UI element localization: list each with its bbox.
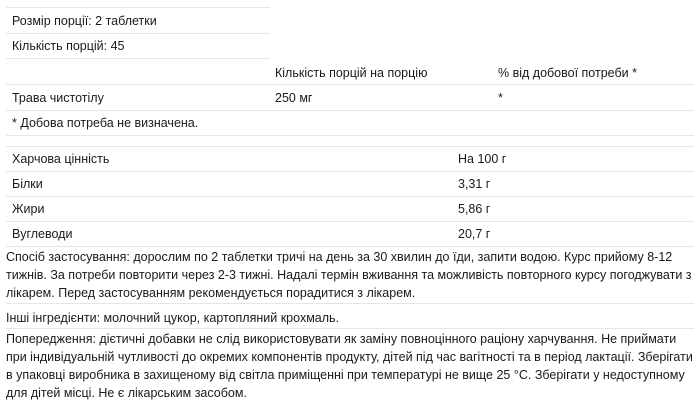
divider <box>6 328 694 329</box>
nutrient-name: Жири <box>12 202 45 216</box>
divider <box>6 110 694 111</box>
divider <box>6 246 694 247</box>
nutrient-name: Білки <box>12 177 43 191</box>
divider <box>6 33 270 34</box>
divider <box>6 135 694 136</box>
serving-size: Розмір порції: 2 таблетки <box>12 14 157 28</box>
footnote: * Добова потреба не визначена. <box>12 116 199 130</box>
column-header-amount: Кількість порцій на порцію <box>275 66 428 80</box>
divider <box>6 196 694 197</box>
nutrient-value: 3,31 г <box>458 177 491 191</box>
nutrition-header-label: Харчова цінність <box>12 152 110 166</box>
nutrient-name: Вуглеводи <box>12 227 73 241</box>
column-header-daily-value: % від добової потреби * <box>498 66 637 80</box>
nutrient-value: 5,86 г <box>458 202 491 216</box>
divider <box>6 146 694 147</box>
divider <box>6 84 694 85</box>
nutrition-header-value: На 100 г <box>458 152 507 166</box>
ingredient-name: Трава чистотілу <box>12 91 104 105</box>
ingredient-daily-value: * <box>498 91 503 105</box>
warning-paragraph: Попередження: дієтичні добавки не слід використовувати як заміну повноцінного раціону харчування. Не приймати при індивідуальній чутливості до окремих компонентів продукту, дітей під час вагітності та в період лактації. Зберігати в упаковці виробника в захищеному від світла приміщенні при температурі не вище 25 °С. Зберігати у недоступному для дітей місці. Не є лікарським засобом. <box>6 332 693 400</box>
ingredients-paragraph: Інші інгредієнти: молочний цукор, картопляний крохмаль. <box>6 311 340 325</box>
divider <box>6 58 270 59</box>
divider <box>6 221 694 222</box>
ingredient-amount: 250 мг <box>275 91 313 105</box>
usage-paragraph: Спосіб застосування: дорослим по 2 таблетки тричі на день за 30 хвилин до їди, запити водою. Курс прийому 8-12 тижнів. За потреби повторити через 2-3 тижні. Надалі термін вживання та можливість повторного курсу погоджувати з лікарем. Перед застосуванням рекомендується порадитися з лікарем. <box>6 250 692 300</box>
divider <box>6 303 694 304</box>
nutrient-value: 20,7 г <box>458 227 491 241</box>
serving-count: Кількість порцій: 45 <box>12 39 125 53</box>
divider <box>6 7 270 8</box>
divider <box>6 171 694 172</box>
